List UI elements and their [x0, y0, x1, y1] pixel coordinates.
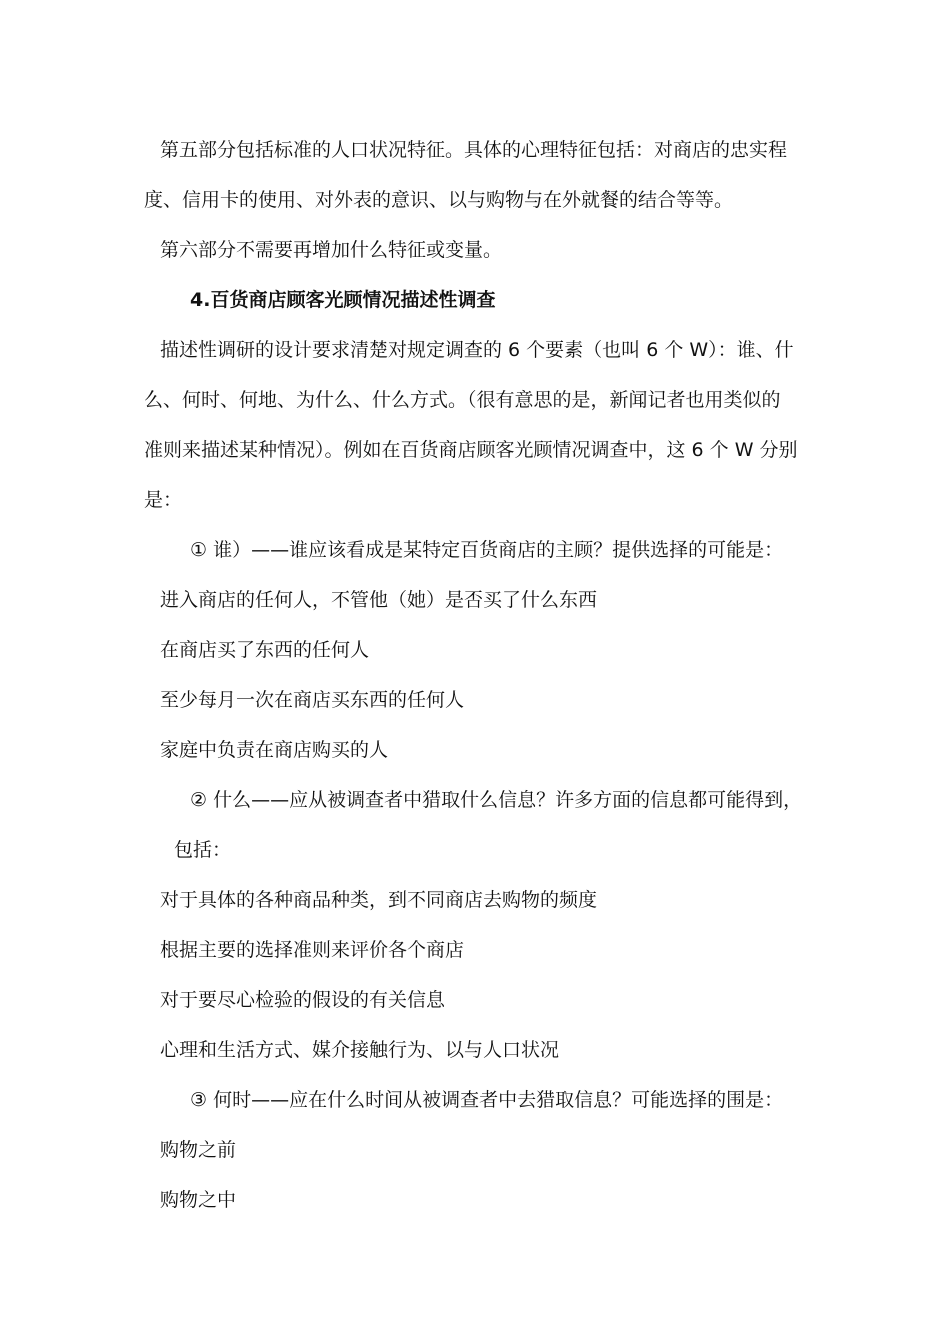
- paragraph-5-line-1: 第五部分包括标准的人口状况特征。具体的心理特征包括：对商店的忠实程: [160, 139, 788, 161]
- list-item: 心理和生活方式、媒介接触行为、以与人口状况: [160, 1039, 560, 1061]
- list-item: 对于要尽心检验的假设的有关信息: [160, 989, 446, 1011]
- list-item: 对于具体的各种商品种类，到不同商店去购物的频度: [160, 889, 598, 911]
- section-heading: 4.百货商店顾客光顾情况描述性调查: [190, 289, 496, 311]
- list-item: 进入商店的任何人，不管他（她）是否买了什么东西: [160, 589, 598, 611]
- intro-line-2: 么、何时、何地、为什么、什么方式。（很有意思的是，新闻记者也用类似的: [144, 389, 781, 411]
- list-item: 至少每月一次在商店买东西的任何人: [160, 689, 465, 711]
- list-item: 家庭中负责在商店购买的人: [160, 739, 389, 761]
- list-item: 在商店买了东西的任何人: [160, 639, 370, 661]
- list-item: 购物之前: [160, 1139, 237, 1161]
- intro-line-4: 是：: [144, 489, 183, 511]
- when-question: ③ 何时——应在什么时间从被调查者中去猎取信息？可能选择的围是：: [190, 1089, 784, 1111]
- what-question-line-1: ② 什么——应从被调查者中猎取什么信息？许多方面的信息都可能得到，: [190, 789, 803, 811]
- intro-line-1: 描述性调研的设计要求清楚对规定调查的 6 个要素（也叫 6 个 W）：谁、什: [160, 339, 794, 361]
- intro-line-3: 准则来描述某种情况）。例如在百货商店顾客光顾情况调查中，这 6 个 W 分别: [144, 439, 798, 461]
- list-item: 根据主要的选择准则来评价各个商店: [160, 939, 465, 961]
- what-question-line-2: 包括：: [174, 839, 232, 861]
- paragraph-5-line-2: 度、信用卡的使用、对外表的意识、以与购物与在外就餐的结合等等。: [144, 189, 734, 211]
- paragraph-6: 第六部分不需要再增加什么特征或变量。: [160, 239, 503, 261]
- who-question: ① 谁）——谁应该看成是某特定百货商店的主顾？提供选择的可能是：: [190, 539, 784, 561]
- list-item: 购物之中: [160, 1189, 237, 1211]
